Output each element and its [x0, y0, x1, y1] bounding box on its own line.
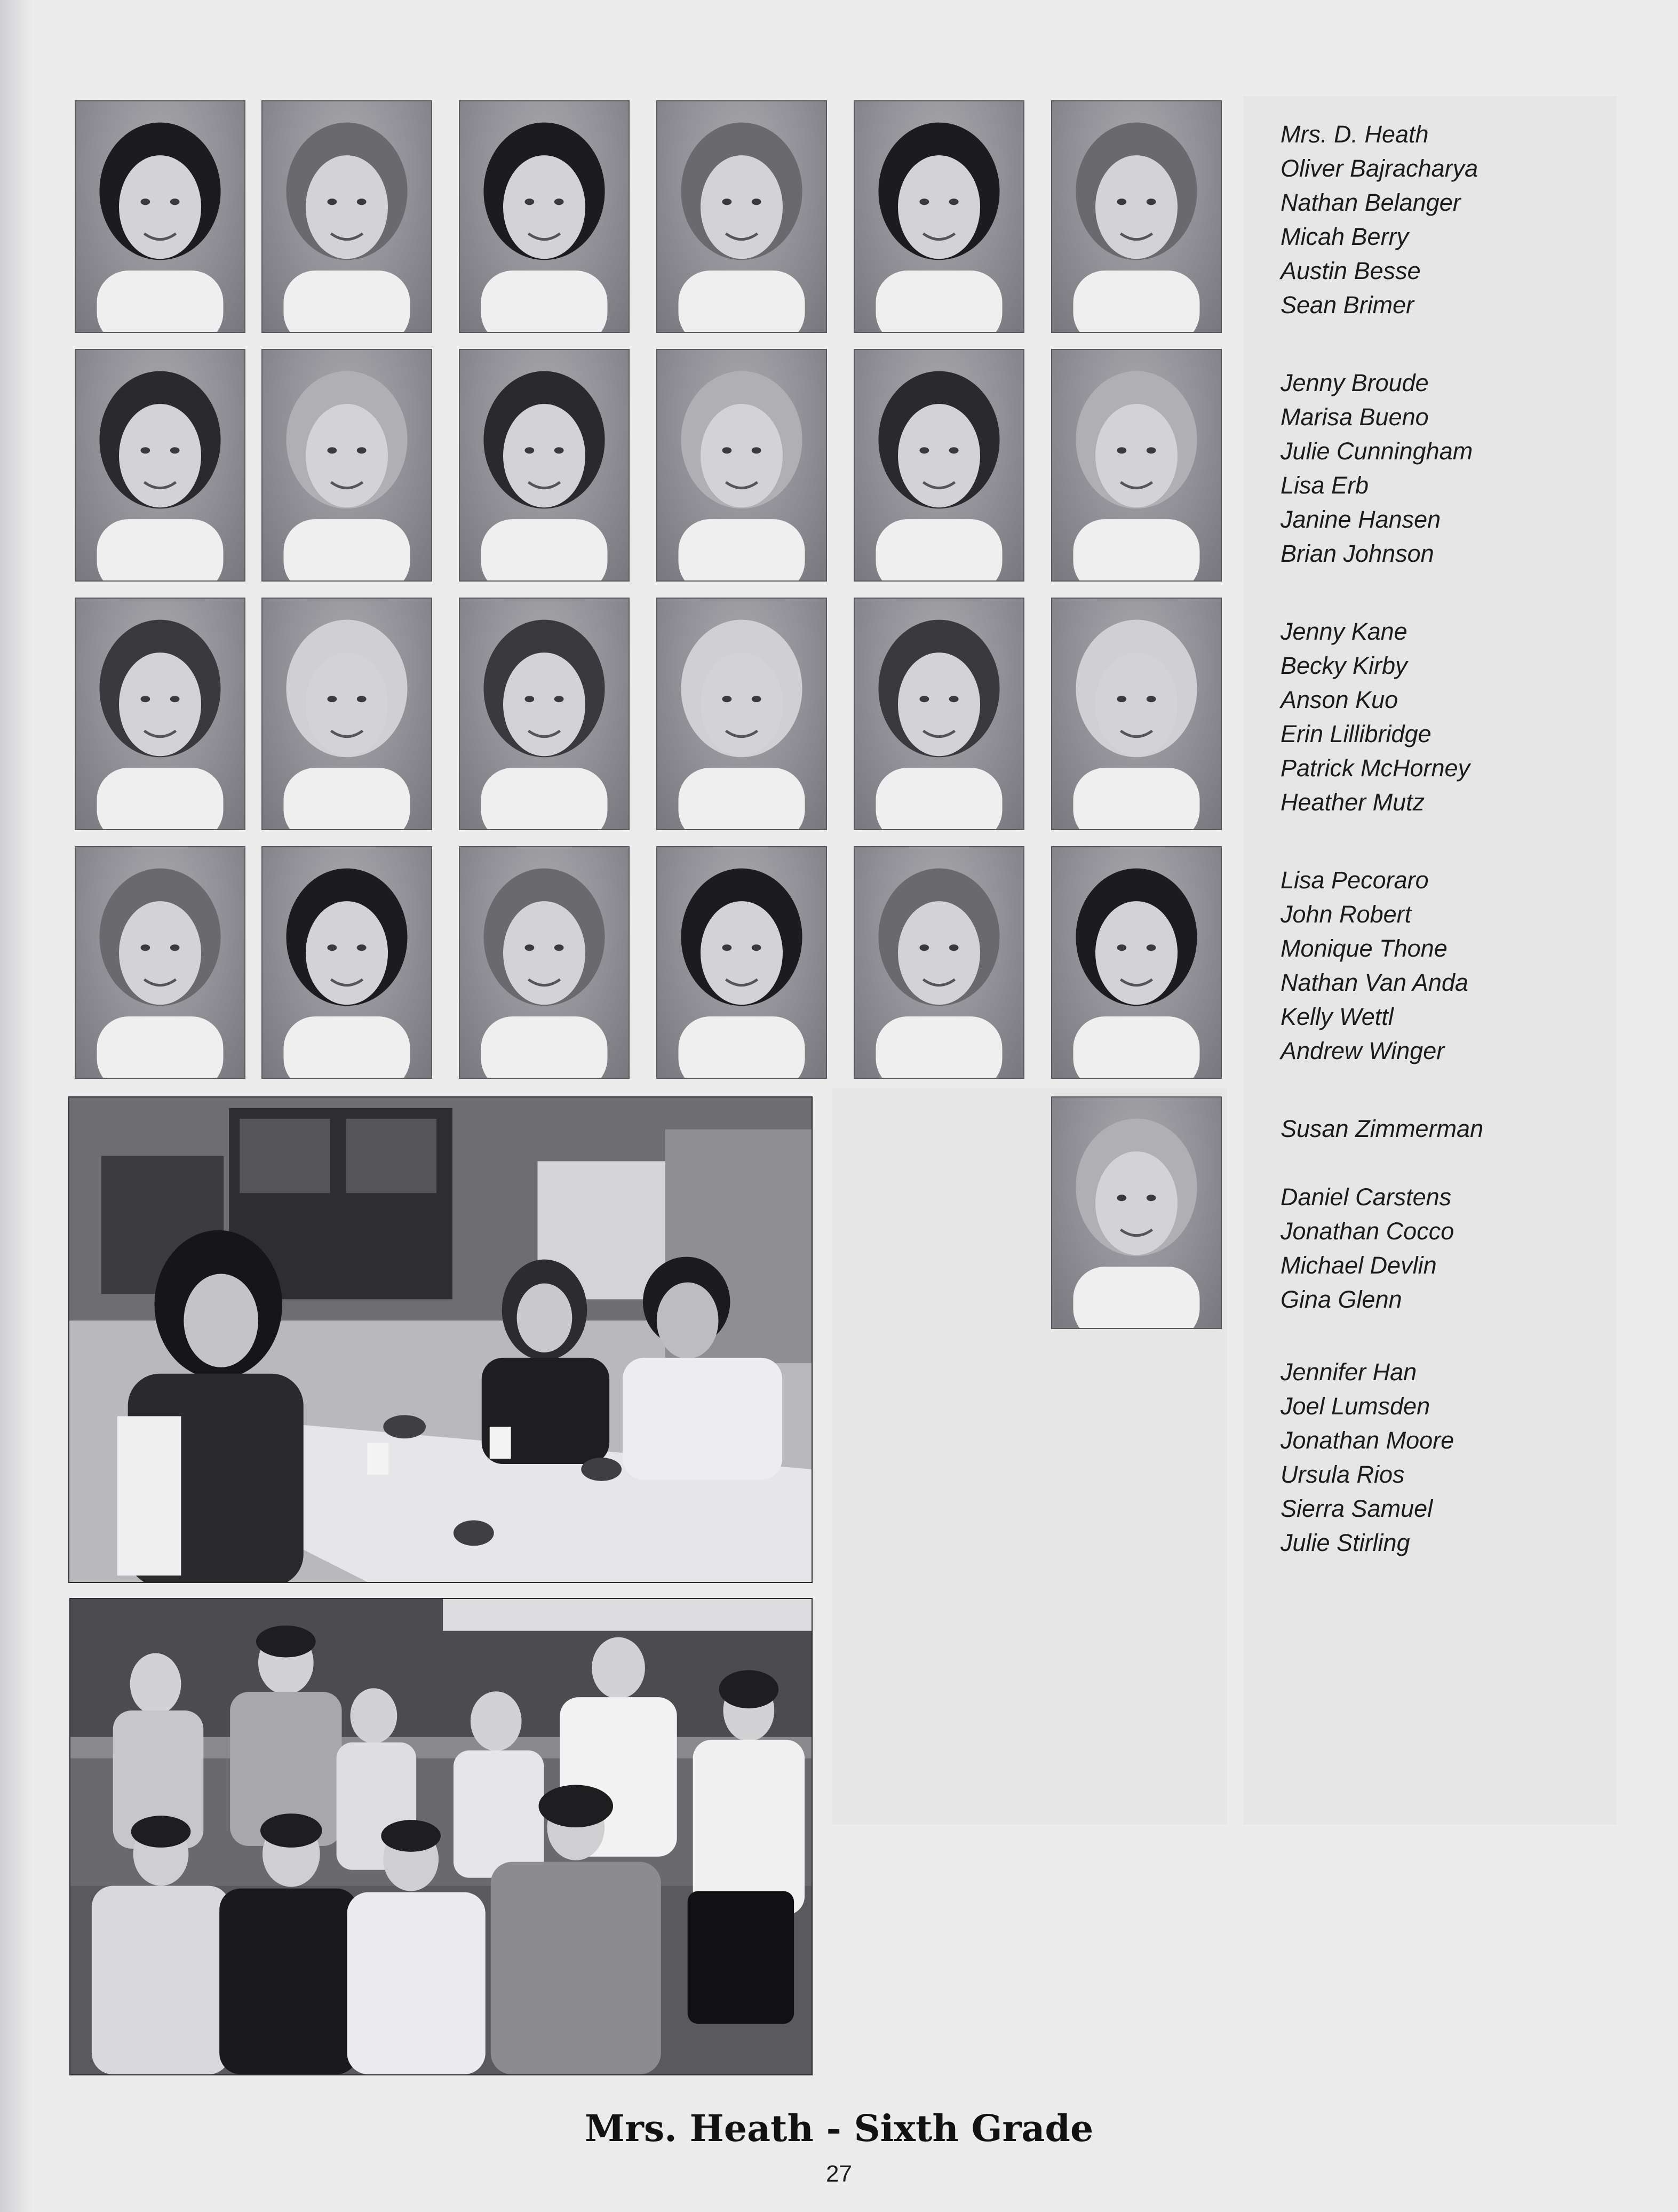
- portrait-face-image: [657, 350, 826, 580]
- student-portrait: [656, 100, 827, 333]
- student-portrait: [261, 846, 432, 1079]
- student-name: Jonathan Moore: [1281, 1427, 1454, 1454]
- student-name: Becky Kirby: [1281, 652, 1407, 679]
- student-portrait: [656, 598, 827, 830]
- student-name: Mrs. D. Heath: [1281, 121, 1429, 148]
- student-portrait: [75, 598, 245, 830]
- student-name: Sierra Samuel: [1281, 1495, 1433, 1522]
- student-portrait: [1051, 349, 1222, 582]
- student-name: Heather Mutz: [1281, 789, 1425, 816]
- portrait-face-image: [460, 847, 629, 1078]
- student-name: Susan Zimmerman: [1281, 1115, 1484, 1142]
- student-portrait: [459, 598, 630, 830]
- name-list-row-3: [1281, 615, 1601, 819]
- portrait-face-image: [855, 101, 1023, 332]
- portrait-face-image: [76, 101, 244, 332]
- student-name: Lisa Erb: [1281, 472, 1369, 499]
- student-portrait: [261, 598, 432, 830]
- student-name: Oliver Bajracharya: [1281, 155, 1478, 182]
- student-name: Micah Berry: [1281, 223, 1409, 250]
- portrait-face-image: [76, 599, 244, 829]
- student-portrait: [459, 349, 630, 582]
- student-name: Gina Glenn: [1281, 1286, 1402, 1313]
- student-name: Ursula Rios: [1281, 1461, 1405, 1488]
- portrait-face-image: [1052, 847, 1221, 1078]
- student-portrait: [261, 100, 432, 333]
- student-name: Joel Lumsden: [1281, 1393, 1430, 1420]
- student-portrait: [854, 100, 1024, 333]
- student-name: Lisa Pecoraro: [1281, 866, 1429, 894]
- student-name: Monique Thone: [1281, 935, 1448, 962]
- student-name: Kelly Wettl: [1281, 1003, 1394, 1030]
- student-name: Nathan Van Anda: [1281, 969, 1468, 996]
- group-scene-image: [70, 1599, 812, 2074]
- student-portrait: [459, 846, 630, 1079]
- student-name: Anson Kuo: [1281, 686, 1398, 713]
- portrait-face-image: [1052, 599, 1221, 829]
- classroom-scene-image: [69, 1097, 812, 1582]
- name-list-not-pictured-2: [1281, 1355, 1601, 1560]
- student-portrait: [459, 100, 630, 333]
- student-name: Patrick McHorney: [1281, 754, 1470, 782]
- student-name: Michael Devlin: [1281, 1252, 1437, 1279]
- student-name: Julie Cunningham: [1281, 437, 1473, 465]
- student-portrait: [854, 349, 1024, 582]
- student-name: Jonathan Cocco: [1281, 1218, 1454, 1245]
- page-number: 27: [826, 2161, 852, 2187]
- student-portrait: [854, 598, 1024, 830]
- student-portrait: [1051, 1096, 1222, 1329]
- student-name: Sean Brimer: [1281, 291, 1414, 319]
- portrait-face-image: [855, 599, 1023, 829]
- page-gutter-shadow: [0, 0, 32, 2212]
- student-name: Janine Hansen: [1281, 506, 1441, 533]
- name-list-row-5: [1281, 1112, 1601, 1146]
- student-name: Julie Stirling: [1281, 1529, 1410, 1556]
- portrait-face-image: [1052, 101, 1221, 332]
- student-name: John Robert: [1281, 901, 1412, 928]
- student-name: Brian Johnson: [1281, 540, 1434, 567]
- name-list-row-2: [1281, 366, 1601, 571]
- name-list-row-1: [1281, 117, 1601, 322]
- student-portrait: [656, 349, 827, 582]
- student-name: Jenny Broude: [1281, 369, 1429, 396]
- classroom-candid-photo: [68, 1096, 813, 1583]
- portrait-face-image: [460, 599, 629, 829]
- outdoor-group-photo: [69, 1598, 813, 2075]
- student-name: Austin Besse: [1281, 257, 1421, 284]
- student-name: Erin Lillibridge: [1281, 720, 1432, 747]
- student-portrait: [75, 349, 245, 582]
- student-name: Marisa Bueno: [1281, 403, 1429, 431]
- portrait-face-image: [76, 847, 244, 1078]
- portrait-face-image: [1052, 1097, 1221, 1328]
- portrait-face-image: [76, 350, 244, 580]
- page-title: Mrs. Heath - Sixth Grade: [584, 2107, 1094, 2150]
- student-name: Nathan Belanger: [1281, 189, 1461, 216]
- portrait-face-image: [460, 350, 629, 580]
- student-name: Jenny Kane: [1281, 618, 1407, 645]
- portrait-face-image: [460, 101, 629, 332]
- portrait-face-image: [657, 101, 826, 332]
- student-portrait: [1051, 598, 1222, 830]
- student-portrait: [261, 349, 432, 582]
- portrait-face-image: [657, 599, 826, 829]
- student-name: Andrew Winger: [1281, 1037, 1445, 1064]
- student-portrait: [75, 100, 245, 333]
- portrait-face-image: [855, 350, 1023, 580]
- student-name: Daniel Carstens: [1281, 1183, 1452, 1211]
- student-portrait: [1051, 846, 1222, 1079]
- portrait-face-image: [263, 847, 431, 1078]
- portrait-face-image: [657, 847, 826, 1078]
- student-portrait: [1051, 100, 1222, 333]
- student-portrait: [75, 846, 245, 1079]
- name-list-row-4: [1281, 863, 1601, 1068]
- portrait-face-image: [263, 350, 431, 580]
- portrait-face-image: [1052, 350, 1221, 580]
- student-name: Jennifer Han: [1281, 1358, 1417, 1386]
- portrait-face-image: [263, 101, 431, 332]
- portrait-face-image: [855, 847, 1023, 1078]
- name-list-not-pictured-1: [1281, 1180, 1601, 1317]
- student-portrait: [656, 846, 827, 1079]
- student-portrait: [854, 846, 1024, 1079]
- portrait-face-image: [263, 599, 431, 829]
